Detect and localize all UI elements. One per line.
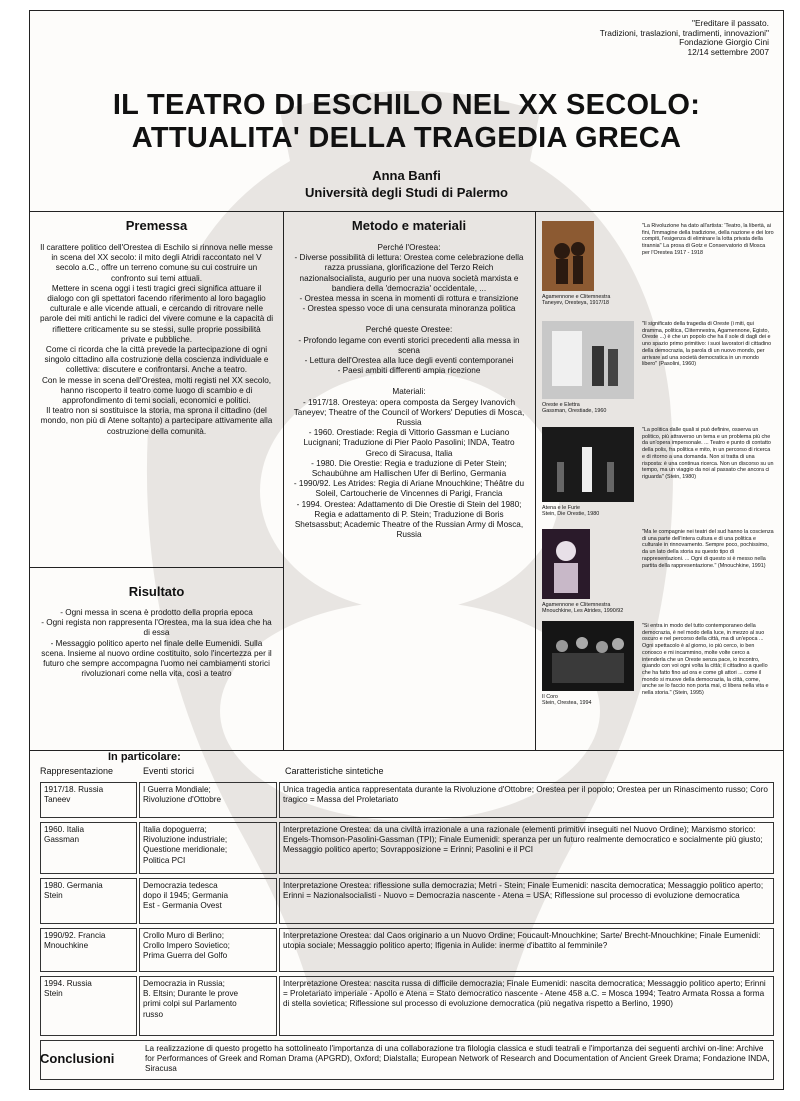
in-particolare-heading: In particolare: bbox=[108, 751, 181, 763]
why-directors-title: Perché queste Orestee: bbox=[365, 325, 453, 335]
premessa-text bbox=[40, 243, 273, 437]
why-orestea-item: - Diverse possibilità di lettura: Orestea come celebrazione della razza prussiana, glorificazione del Terzo Reich nazionalsocialista, augurio per una nuova società marxista e bandiera della 'democrazia' occidentale, ... bbox=[294, 253, 524, 293]
col-header-rep: Rappresentazione bbox=[40, 766, 114, 776]
premessa-paragraph: Come ci ricorda che la città prevede la partecipazione di ogni singolo cittadino alla costruzione della coscienza individuale e collettiva: discutere e confrontarsi. Anche a teatro. bbox=[44, 345, 269, 375]
premessa-paragraph: Il carattere politico dell'Orestea di Eschilo si rinnova nelle messe in scena del XX secolo: il mito degli Atridi raccontato nel V secolo a.C., offre un terreno comune su cui costruire un confronto sui temi attuali. bbox=[40, 243, 273, 283]
why-directors-item: - Lettura dell'Orestea alla luce degli eventi contemporanei bbox=[304, 356, 514, 366]
table-row bbox=[40, 976, 773, 1036]
material-item: - 1990/92. Les Atrides: Regia di Ariane Mnouchkine; Théâtre du Soleil, Cartoucherie de Vincennes di Parigi, Francia bbox=[293, 479, 525, 499]
premessa-heading: Premessa bbox=[125, 218, 188, 233]
photo-gassman bbox=[542, 321, 634, 399]
cell-features: Unica tragedia antica rappresentata durante la Rivoluzione d'Ottobre; Orestea per il popolo; Orestea per un Rinascimento russo; Coro tragico = Massa del Proletariato bbox=[283, 785, 768, 805]
conclusioni-text: La realizzazione di questo progetto ha sottolineato l'importanza di una collaborazione tra filologia classica e studi teatrali e l'importanza dei seguenti archivi on-line: Archive for Performances of Greek and Roman Drama (APGRD), Oxford; Dialstalla; European Network of Research and Documentation of Ancient Greek Drama; Fondazione INDA, Siracusa bbox=[145, 1044, 770, 1074]
risultato-text bbox=[40, 608, 273, 679]
cell-events: Crollo Muro di Berlino; Crollo Impero Sovietico; Prima Guerra del Golfo bbox=[143, 931, 230, 961]
cell-rep: 1990/92. Francia Mnouchkine bbox=[44, 931, 106, 951]
photo-quote: "La Rivoluzione ha dato all'artista: 'Teatro, la libertà, ai fini, l'immagine della tradizione, della nazione e dei loro compiti, l'esigenza di eliminare la lotta privata della tirannia" La prosa di Gotz e Conservatorio di Mosca per l'Orestea 1917 - 1918 bbox=[642, 223, 774, 256]
material-item: - 1980. Die Orestie: Regia e traduzione di Peter Stein; Schaubühne am Hallischen Ufer di Berlino, Germania bbox=[311, 458, 507, 479]
photo-mnouchkine-drawing bbox=[542, 529, 590, 599]
cell-events: Italia dopoguerra; Rivoluzione industriale; Questione meridionale; Politica PCI bbox=[143, 825, 228, 865]
material-item: - 1994. Orestea: Adattamento di Die Orestie di Stein del 1980; Regia e adattamento di P. Stein; Traduzione di Boris Shetsassbut; Academic Theatre of the Russian Army di Mosca, Russia bbox=[294, 499, 524, 540]
conference-line-3: Fondazione Giorgio Cini bbox=[679, 37, 769, 48]
cell-rep: 1960. Italia Gassman bbox=[44, 825, 85, 845]
cell-events: Democrazia in Russia; B. Eltsin; Durante le prove primi colpi sul Parlamento russo bbox=[143, 979, 239, 1019]
why-orestea-item: - Orestea messa in scena in momenti di rottura e transizione bbox=[299, 294, 519, 304]
material-item: - 1917/18. Oresteya: opera composta da Sergey Ivanovich Taneyev; Theatre of the Council of Workers' Deputies di Mosca, Russia bbox=[293, 397, 525, 428]
divider-premessa bbox=[30, 567, 284, 568]
table-row bbox=[40, 782, 773, 818]
photo-taneyev bbox=[542, 221, 594, 291]
cell-features: Interpretazione Orestea: dal Caos originario a un Nuovo Ordine; Foucault-Mnouchkine; Sarte/ Brecht-Mnouchkine; Finale Eumenidi: utopia sociale; Messaggio politico aperto; Ifigenia in Aulide: inerme d'ibattito al femminile? bbox=[283, 931, 761, 951]
photo-quote: "Ma le compagnie nei teatri del sud hanno la coscienza di una parte dell'intera cultura e di una politica e culturale in rinnovamento. Sempre poco, pochissimo, da un lato della storia su questo tipo di rappresentazioni. ... Ogni di questo si è messo nella partita della rappresentazione." (Mnouchkine, 1991) bbox=[642, 529, 774, 569]
premessa-paragraph: Mettere in scena oggi i testi tragici greci significa attuare il dialogo con gli spettatori facendo riferimento al loro bagaglio culturale e alle vicende attuali, e cercando di ritrovare nelle parole dei miti antichi le radici del vivere comune e la capacità di riflettere criticamente su se stessi, sulle proprie possibilità private e pubbliche. bbox=[40, 283, 274, 344]
author-name: Anna Banfi bbox=[372, 168, 441, 183]
photo-mnouchkine bbox=[542, 529, 590, 599]
author-affiliation: Università degli Studi di Palermo bbox=[305, 185, 508, 200]
cell-events: I Guerra Mondiale; Rivoluzione d'Ottobre bbox=[143, 785, 222, 805]
material-item: - 1960. Orestiade: Regia di Vittorio Gassman e Luciano Lucignani; Traduzione di Pier Paolo Pasolini; INDA, Teatro Greco di Siracusa, Italia bbox=[303, 428, 515, 458]
table-row bbox=[40, 878, 773, 924]
cell-rep: 1917/18. Russia Taneev bbox=[44, 785, 104, 805]
author-block bbox=[30, 167, 783, 201]
cell-events: Democrazia tedesca dopo il 1945; Germania Est - Germania Ovest bbox=[143, 881, 229, 911]
cell-features: Interpretazione Orestea: riflessione sulla democrazia; Metri - Stein; Finale Eumenidi: nascita democratica; Messaggio politico aperto; Erinni = Nazionalsocialisti - Nuovo = Democrazia nascente - Atena = USA; Riflessione sul processo di evoluzione democratica bbox=[283, 881, 764, 901]
premessa-paragraph: Con le messe in scena dell'Orestea, molti registi nel XX secolo, hanno riscoperto il teatro come luogo di scambio e di approfondimento di temi sociali, economici e politici. bbox=[41, 375, 272, 406]
photo-gassman-drawing bbox=[542, 321, 634, 399]
photo-stein-1980 bbox=[542, 427, 634, 502]
premessa-paragraph: Il teatro non si sostituisce la storia, ma sprona il cittadino (del mondo, non più di Atene soltanto) a partecipare attivamente alla costruzione della comunità. bbox=[40, 406, 273, 436]
metodo-text bbox=[292, 243, 526, 540]
photo-caption: Agamennone e Clitemnestra Mnouchkine, Les Atrides, 1990/92 bbox=[542, 602, 624, 615]
conference-line-2: Tradizioni, traslazioni, tradimenti, innovazioni" bbox=[599, 27, 769, 38]
risultato-paragraph: - Ogni regista non rappresenta l'Orestea, ma la sua idea che ha di essa bbox=[41, 618, 272, 638]
col-header-features: Caratteristiche sintetiche bbox=[285, 766, 384, 776]
cell-features: Interpretazione Orestea: da una civiltà irrazionale a una razionale (elementi primitivi inseguiti nel Nuovo Ordine); Marxismo storico: Engels-Thomson-Pasolini-Gassman (TPI); Finale Eumenidi: speranza per un futuro realmente democratico e socialmente più giusto; Messaggio politico aperto; Sovrapposizione = Erinni; Pasolini e il PCI bbox=[283, 825, 763, 855]
why-directors-item: - Paesi ambiti differenti ampia ricezione bbox=[337, 366, 481, 376]
poster-title bbox=[30, 89, 783, 155]
why-orestea-item: - Orestea spesso voce di una censurata minoranza politica bbox=[302, 304, 516, 314]
materials-title: Materiali: bbox=[392, 387, 426, 397]
divider-col-2 bbox=[535, 211, 536, 750]
conference-line-1: "Ereditare il passato. bbox=[692, 18, 769, 28]
photo-stein-1994 bbox=[542, 621, 634, 691]
poster bbox=[29, 10, 784, 1090]
conference-info bbox=[509, 19, 769, 57]
risultato-paragraph: - Messaggio politico aperto nel finale delle Eumenidi. Sulla scena. Insieme al nuovo ordine costituito, solo l'incertezza per il futuro che sempre accompagna l'uomo nei cambiamenti storici rivoluzionari come nella vita, così a teatro bbox=[41, 638, 272, 679]
risultato-heading: Risultato bbox=[128, 584, 185, 599]
photo-caption: Il Coro Stein, Orestea, 1994 bbox=[542, 694, 592, 707]
divider-header bbox=[30, 211, 783, 212]
why-directors-item: - Profondo legame con eventi storici precedenti alla messa in scena bbox=[298, 335, 520, 355]
photo-caption: Agamennone e Clitemnestra Taneyev, Oresteya, 1917/18 bbox=[542, 294, 611, 307]
conclusioni-heading: Conclusioni bbox=[40, 1051, 115, 1066]
table-row bbox=[40, 928, 773, 972]
photo-quote: "Si entra in modo del tutto contemporaneo della democrazia, è nel modo della luce, in mezzo al suo oscuro e nel percorso della città, ma di un'epoca ... Ogni spettacolo è al giorno, io più cerco, io ben conosco e mi incammino, molte volte cerco a intenderla che un Oreste senza pace, io incontro, quando con voi ogni volta la città; il cittadino a quello che ha fatto fino ad ora e come gli attori ... come il mondo si muove della democrazia, la città, come, anche se lo faccio non porta mai, ci libera nella vita e nella storia." (Stein, 1995) bbox=[642, 623, 769, 697]
photo-stein-1980-drawing bbox=[542, 427, 634, 502]
title-line-1: IL TEATRO DI ESCHILO NEL XX SECOLO: bbox=[112, 89, 701, 121]
table-header bbox=[40, 764, 773, 778]
photo-quote: "La politica dalle quali si può definire, osserva un politico, più attraverso un tema e un problema più che da un'opera impersonale. ... Teatro e punto di contatto della polis, fra politica e mito, in un percorso di ricerca e di ritorno a una domanda. Non si tratta di una risposta: è una continua ricerca. Non un discorso su un tempo, ma un viaggio da noi al passato che ancora ci riguarda" (Stein, 1980) bbox=[642, 427, 774, 480]
divider-col-1 bbox=[283, 211, 284, 750]
cell-features: Interpretazione Orestea: nascita russa di difficile democrazia; Finale Eumenidi: nascita democratica; Messaggio politico aperto; Erinni = Proletariato imperiale - Apollo e Atena = Stato democratico nascente - Atene 458 a.C. = Mosca 1994; Teatro Armata Rossa a forma di stella sovietica; Riflessione sul processo di evoluzione democratica (più negativa rispetto a Berlino, 1990) bbox=[283, 979, 766, 1009]
photo-caption: Oreste e Elettra Gassman, Orestiade, 1960 bbox=[542, 402, 607, 415]
photo-caption: Atena e le Furie Stein, Die Orestie, 1980 bbox=[542, 505, 600, 518]
col-header-events: Eventi storici bbox=[143, 766, 195, 776]
risultato-paragraph: - Ogni messa in scena è prodotto della propria epoca bbox=[60, 608, 253, 617]
table-row bbox=[40, 822, 773, 874]
metodo-heading: Metodo e materiali bbox=[351, 218, 467, 233]
photo-taneyev-drawing bbox=[542, 221, 594, 291]
why-orestea-title: Perché l'Orestea: bbox=[377, 243, 441, 252]
title-line-2: ATTUALITA' DELLA TRAGEDIA GRECA bbox=[131, 122, 682, 154]
photo-stein-1994-drawing bbox=[542, 621, 634, 691]
cell-rep: 1994. Russia Stein bbox=[44, 979, 92, 999]
photo-quote: "Il significato della tragedia di Oreste (i miti, qui dramma, politica, Clitemnestra, Agamennone, Egisto, Oreste ...) è che un popolo che ha il sole di dagli dei e uno spazio primo primitivo: i suoi lavoratori di cittadino della democrazia, la parola di un nuovo mondo, per arrivare ad una società democratica in un mondo libero" (Pasolini, 1960) bbox=[642, 321, 772, 368]
conference-line-4: 12/14 settembre 2007 bbox=[687, 46, 769, 57]
cell-rep: 1980. Germania Stein bbox=[44, 881, 103, 901]
